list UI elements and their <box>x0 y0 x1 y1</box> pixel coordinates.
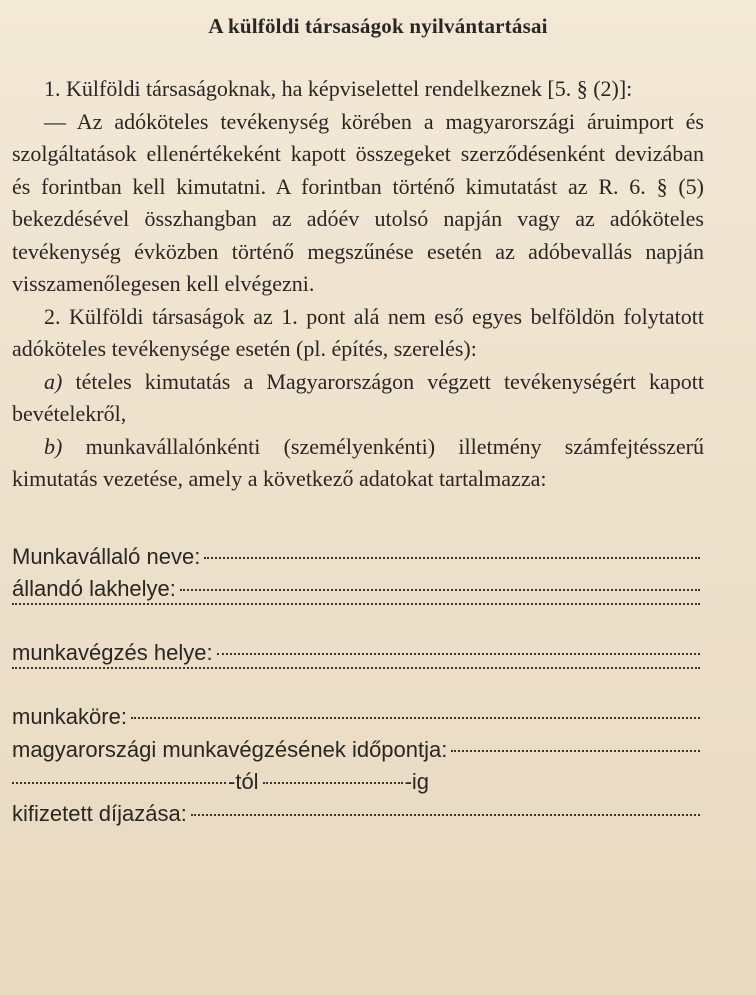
form-row-pay <box>12 801 702 833</box>
item-b <box>12 431 704 496</box>
form-row-name <box>12 544 702 576</box>
period-label: magyarországi munkavégzésének időpontja: <box>12 736 448 762</box>
period-blank[interactable] <box>451 750 700 752</box>
to-suffix: -ig <box>404 768 430 794</box>
job-blank[interactable] <box>131 717 700 719</box>
form-row-dates <box>12 769 702 801</box>
workplace-blank-2[interactable] <box>12 667 700 669</box>
from-suffix: -tól <box>228 768 259 794</box>
name-label: Munkavállaló neve: <box>12 543 201 569</box>
name-blank[interactable] <box>204 557 700 559</box>
employee-form <box>12 544 704 834</box>
paragraph-2: 2. Külföldi társaságok az 1. pont alá nem eső egyes belföldön folytatott adóköteles tevékenysége esetén (pl. építés, szerelés): <box>12 303 704 361</box>
item-b-letter: b) <box>44 433 63 459</box>
paragraph-1: 1. Külföldi társaságoknak, ha képviselettel rendelkeznek [5. § (2)]: <box>44 76 633 101</box>
workplace-label: munkavégzés helye: <box>12 640 213 666</box>
job-label: munkaköre: <box>12 704 127 730</box>
from-date-blank[interactable] <box>12 782 226 784</box>
paragraph-1-dash: — Az adóköteles tevékenység körében a magyarországi áruimport és szolgáltatások ellenértékeként kapott összegeket szerződésenként devizában és forintban kell kimutatni. A forintban történő kimutatást az R. 6. § (5) bekezdésével összhangban az adóév utolsó napján vagy az adóköteles tevékenység évközben történő megszűnése esetén az adóbevallás napján visszamenőlegesen kell elvégezni. <box>12 108 704 296</box>
form-row-period <box>12 737 702 769</box>
form-row-residence-cont <box>12 608 702 640</box>
item-b-text: munkavállalónkénti (személyenkénti) illetmény számfejtésszerű kimutatás vezetése, amely a következő adatokat tartalmazza: <box>12 433 704 491</box>
form-row-workplace-cont <box>12 672 702 704</box>
pay-label: kifizetett díjazása: <box>12 801 187 826</box>
residence-label: állandó lakhelye: <box>12 575 176 601</box>
item-a-text: tételes kimutatás a Magyarországon végzett tevékenységért kapott bevételekről, <box>12 368 704 426</box>
workplace-blank[interactable] <box>217 653 700 655</box>
residence-blank[interactable] <box>180 589 700 591</box>
item-a <box>12 366 704 431</box>
to-date-blank[interactable] <box>263 782 403 784</box>
page-title: A külföldi társaságok nyilvántartásai <box>208 14 548 38</box>
pay-blank[interactable] <box>191 814 700 816</box>
item-a-letter: a) <box>44 368 63 394</box>
residence-blank-2[interactable] <box>12 603 700 605</box>
form-row-job <box>12 704 702 736</box>
